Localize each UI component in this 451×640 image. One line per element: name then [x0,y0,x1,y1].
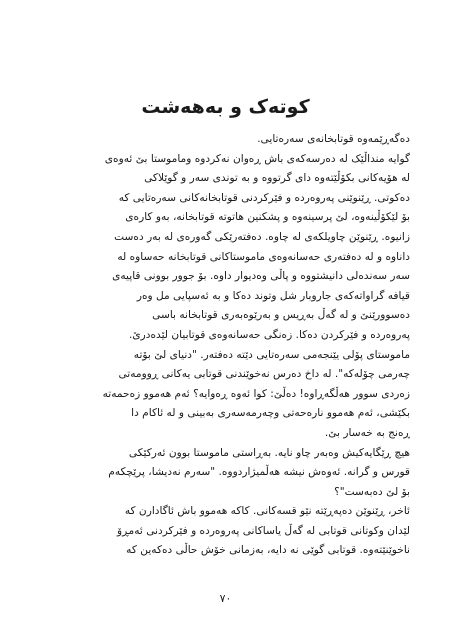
text-line: گوایە منداڵێک لە دەرسەکەی باش ڕەوان نەکردوە وماموستا بێ ئەوەی [104,152,410,165]
text-line: دەکوتی. ڕێنوێنی پەروەردە و فێرکردنی قوتابخانەکانی سەرەتایی کە [118,191,410,204]
text-line: دەسوورێنێ و لە گەڵ بەڕیس و بەرێوەبەری قوتابخانە باسی [152,309,410,322]
text-line: ئاخر، ڕێنوێن دەپەڕێتە نێو قسەکانی. کاکە هەموو باش ئاگادارن کە [124,505,410,518]
text-line: هیچ ڕێگایەکیش وەبەر چاو نایە. بەڕاستی ماموستا بوون ئەرکێکی [128,446,410,459]
paragraph [41,130,410,444]
text-line: دەگەڕێمەوە قوتابخانەی سەرەتایی. [257,133,410,145]
text-line: لێدان وکوتانی قوتابی لە گەڵ یاساکانی پەروەردە و فێرکردنی ئەمڕۆ [116,524,410,537]
text-line: قورس و گرانە. ئەوەش نیشە هەڵمیژاردووە. "سەرم نەدیشا، پرێچکەم [108,466,410,479]
page-number: ٧٠ [219,592,232,605]
paragraph [41,502,410,561]
text-line: ناخوێنێتەوە. قوتابی گوێی نە دایە، بەزمانی خۆش حاڵی دەکەین کە [126,544,410,557]
text-line: ماموستای پۆلی یێنجەمی سەرەتایی دێتە دەفتەر. "دنیای لێ بۆتە [133,348,410,361]
paragraph [41,444,410,503]
text-line: داناوە و لە دەفتەری حەسانەوەی ماموستاکانی قوتابخانە حەساوە لە [117,250,410,263]
text-line: سەر سەندەلی دانیشتووە و پاڵی وەدیوار داوە. بۆ جوور بوونی قاپیەی [112,270,410,283]
text-line: بۆ لێ دەبەست"؟ [334,485,410,498]
text-line: پەروەردە و فێرکردن دەکا. زەنگی حەسانەوەی قوتابیان لێدەدرێ. [129,328,410,341]
body-text [41,130,410,561]
text-line: بکێشی، ئەم هەموو نارەحەتی وچەرمەسەری بەبینی و لە ئاکام دا [131,407,410,420]
text-line: چەرمی چۆلەکە". لە داخ دەرس نەخوێندنی قوتابی یەکانی ڕوومەتی [118,368,410,381]
text-line: ڕەنج بە خەسار بێ. [324,426,410,439]
text-line: زانیوە. ڕێنوێن چاویلکەی لە چاوە. دەفتەرێکی گەورەی لە بەر دەست [114,230,410,243]
text-line: بۆ لێکۆڵینەوە، لێ پرسینەوە و پشکنین هاتوتە قوتابخانە، بەو کارەی [125,211,410,224]
text-line: زەردی سوور هەڵگەڕاوە! دەڵێ: کوا ئەوە ڕەوایە؟ ئەم هەموو زەحمەتە [102,387,410,400]
chapter-title: کوتەک و بەهەشت [141,96,310,118]
text-line: قیافە گراواتەکەی جاروبار شل وتوند دەکا و بە ئەسپایی مل وەر [136,289,410,302]
text-line: لە هۆیەکانی بکۆڵێتەوە دای گرتووە و بە توندی سەر و گوێلاکی [144,172,410,185]
